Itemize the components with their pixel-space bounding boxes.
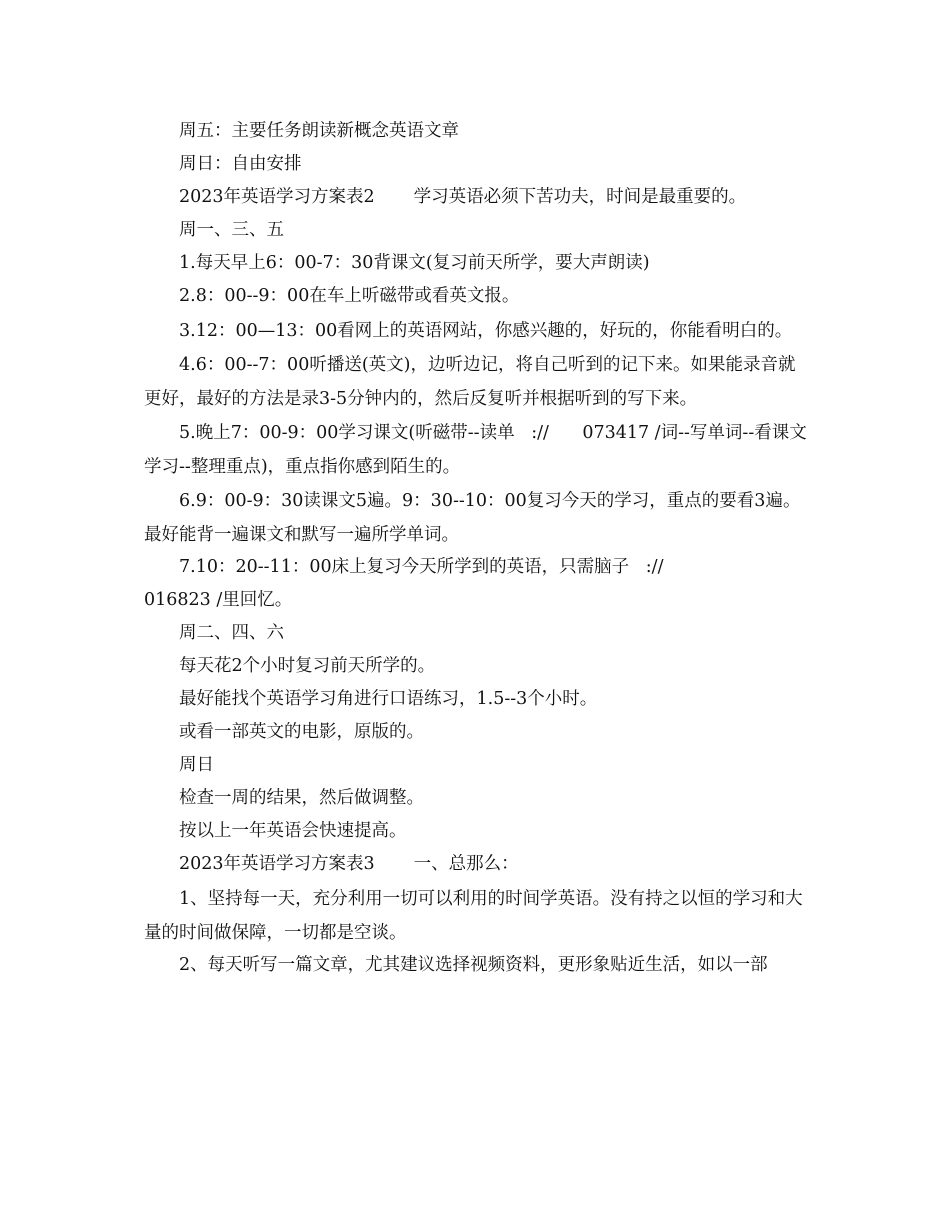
paragraph: 4.6：00--7：00听播送(英文)，边听边记，将自己听到的记下来。如果能录音就更好，最好的方法是录3-5分钟内的，然后反复听并根据听到的写下来。 (144, 355, 796, 409)
paragraph: 1.每天早上6：00-7：30背课文(复习前天所学，要大声朗读) (179, 253, 650, 273)
paragraph: 5.晚上7：00-9：00学习课文(听磁带--读单 :// 073417 /词--写单词--看课文学习--整理重点)，重点指你感到陌生的。 (144, 423, 807, 477)
paragraph: 2.8：00--9：00在车上听磁带或看英文报。 (179, 286, 520, 306)
paragraph: 周日 (179, 755, 214, 775)
paragraph: 7.10：20--11：00床上复习今天所学到的英语，只需脑子 :// (179, 557, 664, 577)
paragraph: 检查一周的结果，然后做调整。 (179, 788, 424, 808)
paragraph: 按以上一年英语会快速提高。 (179, 821, 407, 841)
paragraph: 每天花2个小时复习前天所学的。 (179, 656, 436, 676)
paragraph: 周五：主要任务朗读新概念英语文章 (179, 121, 459, 141)
paragraph: 2023年英语学习方案表2 学习英语必须下苦功夫，时间是最重要的。 (179, 187, 747, 207)
paragraph: 6.9：00-9：30读课文5遍。9：30--10：00复习今天的学习，重点的要看3遍。最好能背一遍课文和默写一遍所学单词。 (144, 491, 801, 545)
paragraph: 周一、三、五 (179, 220, 284, 240)
paragraph: 或看一部英文的电影，原版的。 (179, 722, 424, 742)
paragraph: 周二、四、六 (179, 623, 284, 643)
document-body (144, 116, 810, 983)
paragraph: 016823 /里回忆。 (144, 590, 293, 610)
paragraph: 2、每天听写一篇文章，尤其建议选择视频资料，更形象贴近生活，如以一部 (179, 955, 768, 975)
paragraph: 3.12：00—13：00看网上的英语网站，你感兴趣的，好玩的，你能看明白的。 (179, 321, 793, 341)
paragraph: 周日：自由安排 (179, 154, 302, 174)
paragraph: 2023年英语学习方案表3 一、总那么： (179, 854, 519, 874)
paragraph: 1、坚持每一天，充分利用一切可以利用的时间学英语。没有持之以恒的学习和大量的时间做保障，一切都是空谈。 (144, 889, 803, 943)
paragraph: 最好能找个英语学习角进行口语练习，1.5--3个小时。 (179, 689, 598, 709)
